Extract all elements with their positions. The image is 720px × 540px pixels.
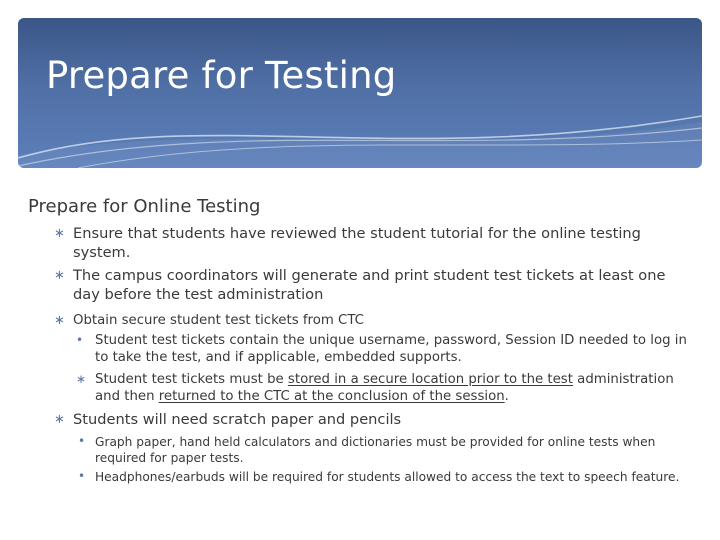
sub-bullet-text: Headphones/earbuds will be required for students allowed to access the text to speech feature. — [95, 470, 680, 484]
sub-bullet-text — [95, 371, 696, 405]
sub-bullet-marker-icon: • — [78, 469, 86, 483]
bullet-text: The campus coordinators will generate and print student test tickets at least one day before the test administration — [73, 267, 666, 303]
sub-bullet-marker-icon: • — [76, 333, 84, 347]
sub-bullet-item — [76, 371, 696, 405]
underlined-phrase-return-to-ctc: returned to the CTC at the conclusion of the session — [158, 389, 505, 404]
bullet-text: Obtain secure student test tickets from CTC — [73, 313, 364, 328]
bullet-marker-icon: ∗ — [54, 226, 65, 241]
title-banner — [18, 18, 702, 168]
sub-bullet-text: Student test tickets contain the unique username, password, Session ID needed to log in to take the test, and if applicable, embedded supports. — [95, 333, 687, 365]
bullet-item — [54, 266, 674, 304]
sub-bullet-text-start: Student test tickets must be — [95, 372, 288, 387]
underlined-phrase-secure-location: stored in a secure location prior to the test — [287, 372, 573, 387]
sub-bullet-marker-icon: ∗ — [76, 372, 87, 386]
sub-bullet-text: Graph paper, hand held calculators and dictionaries must be provided for online tests when required for paper tests. — [95, 435, 656, 465]
bullet-item — [54, 410, 674, 429]
section-heading: Prepare for Online Testing — [28, 196, 261, 217]
sub-bullet-item — [76, 332, 696, 366]
bullet-item — [54, 312, 674, 329]
bullet-text: Ensure that students have reviewed the student tutorial for the online testing system. — [73, 225, 641, 261]
bullet-marker-icon: ∗ — [54, 313, 65, 328]
sub-bullet-item — [76, 469, 706, 485]
bullet-item — [54, 224, 674, 262]
sub-bullet-item — [76, 434, 706, 466]
sub-bullet-marker-icon: • — [78, 434, 86, 448]
bullet-marker-icon: ∗ — [54, 268, 65, 283]
bullet-text: Students will need scratch paper and pencils — [73, 411, 402, 428]
sub-bullet-text-middle: administration and then — [95, 372, 674, 404]
slide-title: Prepare for Testing — [46, 54, 397, 97]
sub-bullet-text-end: . — [504, 389, 509, 404]
bullet-marker-icon: ∗ — [54, 412, 65, 427]
